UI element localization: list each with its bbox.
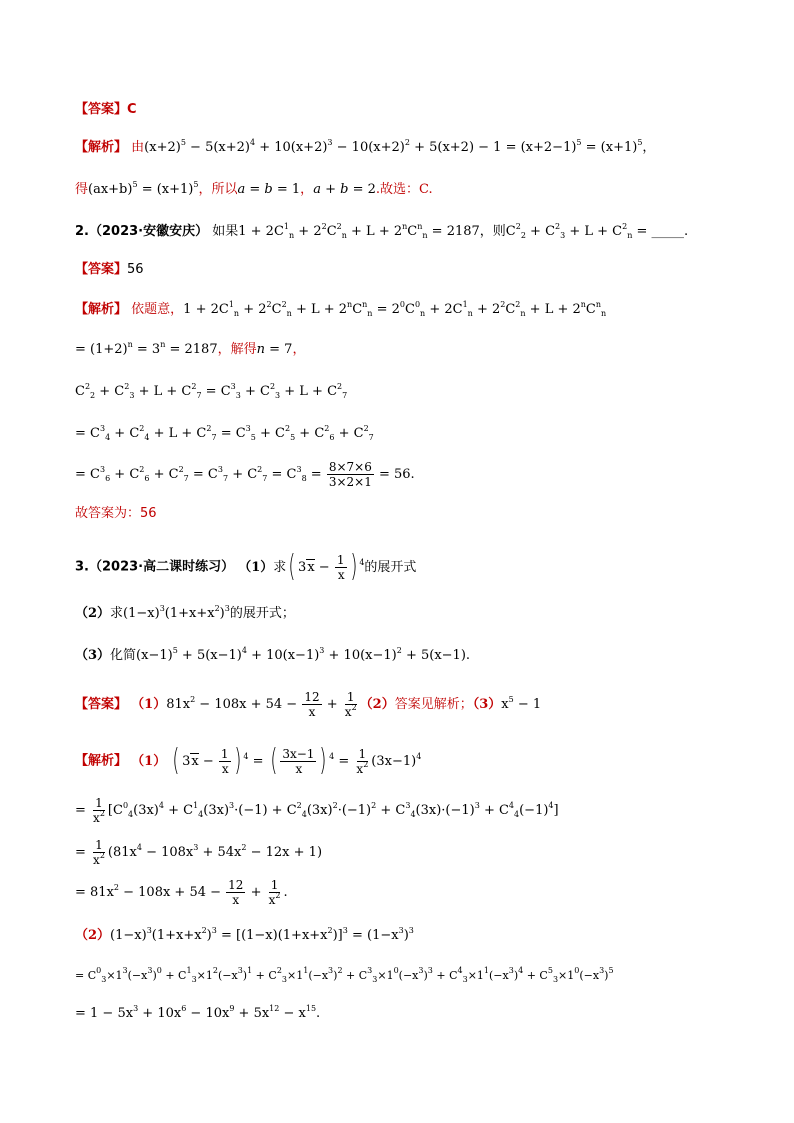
question-3-part3 xyxy=(75,648,470,664)
question-number: 2. xyxy=(75,224,89,239)
question-source: （2023·高二课时练习） xyxy=(88,559,235,575)
analysis-formula: 得$(ax+b)^5 = (x+1)^5$，所以a = b = 1，a + b = 2.故选：C. xyxy=(75,180,433,197)
answer-value: $(1)81x^2 - 108x + 54$ − $\frac{12}{x}$ + $\frac{1}{x^2}$ （2）答案见解析；$(3)x^5 - 1$ xyxy=(131,690,542,719)
formula: = $1 - 5x^3 + 10x^6 - 10x^9 + 5x^{12} - x^{15}$. xyxy=(75,1004,321,1021)
question-text: （1）求( 3x − $\frac{1}{x}$ ) $^4$的展开式 xyxy=(238,549,417,584)
question-2 xyxy=(75,224,688,240)
analysis-line-q3 xyxy=(75,743,422,778)
question-text: （2）求$(1-x)^3(1+x+x^2)^3$的展开式； xyxy=(75,604,295,621)
analysis-line-q1-cont xyxy=(75,182,433,198)
answer-line-q3 xyxy=(75,690,541,719)
formula: = $(1+2)^n = 3^n = 2187$，解得n = 7， xyxy=(75,340,306,357)
final-answer: 故答案为：56 xyxy=(75,506,157,521)
analysis-line-q2 xyxy=(75,302,606,318)
analysis-step xyxy=(75,796,559,825)
analysis-tag: 【解析】 xyxy=(75,753,128,769)
answer-value: C xyxy=(127,102,137,117)
answer-value: 56 xyxy=(127,262,144,277)
answer-line-q1 xyxy=(75,102,137,118)
answer-line-q2 xyxy=(75,262,144,278)
formula: = $\frac{1}{x^2}$ $(81x^4 - 108x^3 + 54x^2 - 12x + 1)$ xyxy=(75,838,323,867)
formula: = $\frac{1}{x^2}$ $[C^0_4(3x)^4 + C^1_4(3x)^3\cdot(-1) + C^2_4(3x)^2\cdot(-1)^2 + C^3_4(3x)\cdot(-1)^3 + C^4_4(-1)^4]$ xyxy=(75,796,559,825)
answer-tag: 【答案】 xyxy=(75,102,128,117)
analysis-step xyxy=(75,384,347,400)
question-3-part2 xyxy=(75,606,295,622)
formula: = $C^3_6 + C^2_6 + C^2_7 = C^3_7 + C^2_7 = C^3_8$ = $\frac{8\times 7\times 6}{3\times 2\times 1}$ = 56. xyxy=(75,460,415,489)
analysis-tag: 【解析】 xyxy=(75,302,128,317)
final-answer-line xyxy=(75,506,157,522)
analysis-step xyxy=(75,838,322,867)
analysis-step xyxy=(75,928,414,944)
question-source: （2023·安徽安庆） xyxy=(88,224,209,239)
analysis-formula: 依题意，$1 + 2C^1_n + 2^2C^2_n + L + 2^nC^n_n = 2^0C^0_n + 2C^1_n + 2^2C^2_n + L + 2^nC^n_n$ xyxy=(131,300,607,318)
analysis-step xyxy=(75,426,374,442)
analysis-tag: 【解析】 xyxy=(75,140,128,155)
answer-tag: 【答案】 xyxy=(75,697,128,712)
analysis-step xyxy=(75,342,305,358)
analysis-step xyxy=(75,968,614,984)
formula: = $C^0_3\times 1^3(-x^3)^0 + C^1_3\times 1^2(-x^3)^1 + C^2_3\times 1^1(-x^3)^2 + C^3_3\times 1^0(-x^3)^3 + C^4_3\times 1^1(-x^3)^4 + C^5_3\times 1^0(-x^3)^5$ xyxy=(75,966,614,984)
analysis-step xyxy=(75,878,288,907)
analysis-line-q1 xyxy=(75,140,655,156)
analysis-formula: （1） ( 3x − $\frac{1}{x}$ ) $^4$ = ( $\frac{3x-1}{x}$ ) $^4$ = $\frac{1}{x^2}$ $(3x-1)^4$ xyxy=(131,743,422,778)
answer-tag: 【答案】 xyxy=(75,262,128,277)
formula: $C^2_2 + C^2_3 + L + C^2_7 = C^3_3 + C^2_3 + L + C^2_7$ xyxy=(75,382,348,400)
question-3 xyxy=(75,549,417,584)
analysis-step xyxy=(75,1006,320,1022)
question-text: 如果$1 + 2C^1_n + 2^2C^2_n + L + 2^nC^n_n = 2187$，则$C^2_2 + C^2_3 + L + C^2_n$ = _____. xyxy=(212,222,689,240)
analysis-step xyxy=(75,460,415,489)
analysis-formula: 由$(x+2)^5 - 5(x+2)^4 + 10(x+2)^3 - 10(x+2)^2 + 5(x+2) - 1 = (x+2-1)^5 = (x+1)^5$， xyxy=(131,138,656,155)
formula: = $81x^2 - 108x + 54$ − $\frac{12}{x}$ + $\frac{1}{x^2}$ . xyxy=(75,878,288,907)
question-text: （3）化简$(x-1)^5 + 5(x-1)^4 + 10(x-1)^3 + 10(x-1)^2 + 5(x-1)$. xyxy=(75,646,471,663)
question-number: 3. xyxy=(75,559,89,575)
formula: $(2)(1-x)^3(1+x+x^2)^3 = [(1-x)(1+x+x^2)]^3 = (1-x^3)^3$ xyxy=(75,926,414,943)
formula: = $C^3_4 + C^2_4 + L + C^2_7 = C^3_5 + C^2_5 + C^2_6 + C^2_7$ xyxy=(75,424,374,442)
